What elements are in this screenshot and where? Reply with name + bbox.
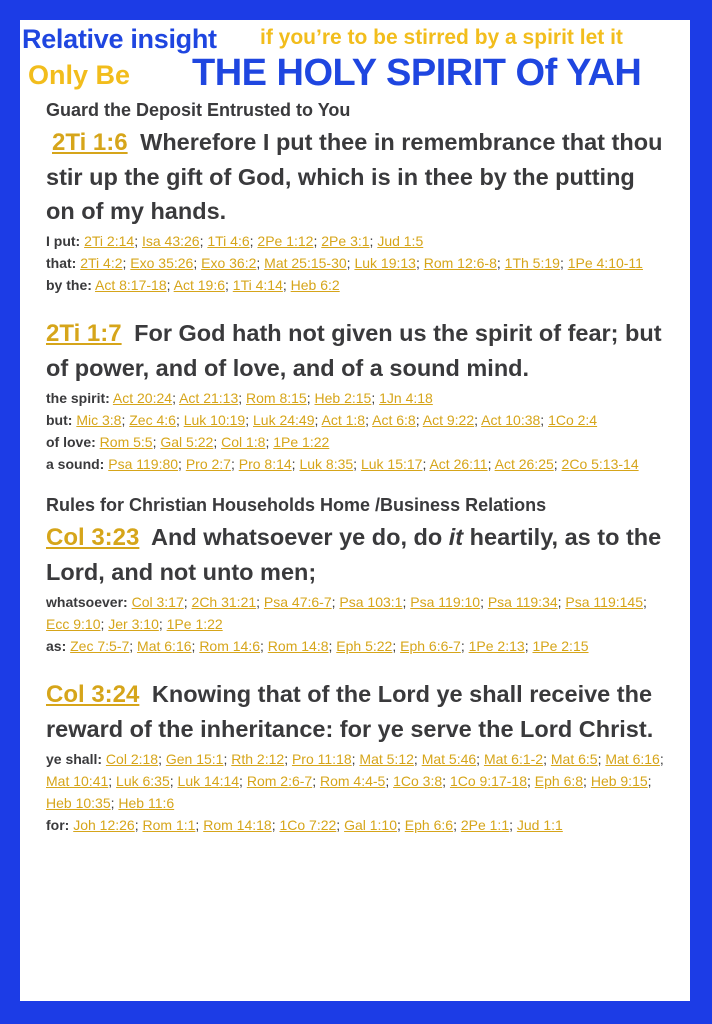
xref-link[interactable]: Act 26:25 <box>494 456 554 472</box>
xref-key: for: <box>46 817 70 833</box>
verse-col-3-24 <box>46 677 668 746</box>
xref-link[interactable]: Luk 6:35 <box>116 773 170 789</box>
xref-block <box>46 387 668 475</box>
xref-key: the spirit: <box>46 390 110 406</box>
xref-link[interactable]: 2Co 5:13-14 <box>561 456 639 472</box>
xref-link[interactable]: Col 1:8 <box>221 434 266 450</box>
xref-link[interactable]: Gal 5:22 <box>160 434 214 450</box>
section-households <box>46 495 668 836</box>
content-card <box>20 20 690 1001</box>
section-title: Guard the Deposit Entrusted to You <box>46 100 351 120</box>
xref-link[interactable]: 2Ti 2:14 <box>84 233 135 249</box>
xref-line: the spirit: Act 20:24; Act 21:13; Rom 8:15; Heb 2:15; 1Jn 4:18 <box>46 390 433 406</box>
verse-text: Knowing that of the Lord ye shall receive the reward of the inheritance: for ye serve the Lord Christ. <box>46 681 654 742</box>
xref-link[interactable]: Rom 4:4-5 <box>319 773 386 789</box>
xref-link[interactable]: Act 8:17-18 <box>95 277 167 293</box>
xref-line: as: Zec 7:5-7; Mat 6:16; Rom 14:6; Rom 14:8; Eph 5:22; Eph 6:6-7; 1Pe 2:13; 1Pe 2:15 <box>46 638 589 654</box>
verse-text: Wherefore I put thee in remembrance that thou stir up the gift of God, which is in thee by the putting on of my hands. <box>46 129 663 224</box>
xref-link[interactable]: Zec 7:5-7 <box>70 638 130 654</box>
header-only-be: Only Be <box>28 60 131 90</box>
xref-line: but: Mic 3:8; Zec 4:6; Luk 10:19; Luk 24:49; Act 1:8; Act 6:8; Act 9:22; Act 10:38; 1Co 2:4 <box>46 412 598 428</box>
xref-link[interactable]: Rom 14:6 <box>199 638 261 654</box>
xref-link[interactable]: Heb 6:2 <box>290 277 340 293</box>
xref-link[interactable]: Pro 2:7 <box>185 456 231 472</box>
xref-link[interactable]: 1Jn 4:18 <box>379 390 433 406</box>
xref-key: of love: <box>46 434 96 450</box>
verse-2ti-1-6 <box>46 125 668 228</box>
xref-link[interactable]: Heb 2:15 <box>314 390 372 406</box>
xref-line: that: 2Ti 4:2; Exo 35:26; Exo 36:2; Mat 25:15-30; Luk 19:13; Rom 12:6-8; 1Th 5:19; 1Pe 4:10-11 <box>46 255 643 271</box>
xref-link[interactable]: Luk 8:35 <box>299 456 354 472</box>
xref-block <box>46 748 668 836</box>
xref-link[interactable]: Mat 6:16 <box>137 638 192 654</box>
xref-link[interactable]: Act 9:22 <box>422 412 475 428</box>
xref-link[interactable]: Psa 103:1 <box>339 594 403 610</box>
verse-text: For God hath not given us the spirit of fear; but of power, and of love, and of a sound mind. <box>46 320 662 381</box>
xref-link[interactable]: Gen 15:1 <box>165 751 224 767</box>
xref-link[interactable]: Heb 11:6 <box>118 795 175 811</box>
xref-link[interactable]: Mic 3:8 <box>76 412 122 428</box>
verse-text-italic: it <box>448 524 464 550</box>
verse-ref-link[interactable]: 2Ti 1:6 <box>52 129 128 156</box>
xref-link[interactable]: Psa 119:80 <box>108 456 179 472</box>
xref-link[interactable]: Pro 11:18 <box>291 751 352 767</box>
header-relative-insight: Relative insight <box>22 24 217 54</box>
xref-link[interactable]: Jud 1:1 <box>516 817 563 833</box>
xref-link[interactable]: Mat 25:15-30 <box>264 255 347 271</box>
xref-link[interactable]: Mat 6:16 <box>605 751 660 767</box>
section-title: Rules for Christian Households Home /Business Relations <box>46 495 547 515</box>
xref-link[interactable]: Mat 6:5 <box>550 751 598 767</box>
xref-line: whatsoever: Col 3:17; 2Ch 31:21; Psa 47:6-7; Psa 103:1; Psa 119:10; Psa 119:34; Psa 119:145; Ecc 9:10; Jer 3:10; 1Pe 1:22 <box>46 594 647 632</box>
xref-key: a sound: <box>46 456 105 472</box>
xref-link[interactable]: Zec 4:6 <box>129 412 176 428</box>
xref-link[interactable]: 1Pe 4:10-11 <box>567 255 643 271</box>
xref-link[interactable]: 1Co 2:4 <box>548 412 598 428</box>
xref-link[interactable]: 1Ti 4:6 <box>207 233 250 249</box>
verse-ref-link[interactable]: Col 3:23 <box>46 524 140 551</box>
xref-link[interactable]: 2Pe 3:1 <box>321 233 370 249</box>
xref-link[interactable]: Psa 119:34 <box>487 594 558 610</box>
xref-link[interactable]: Eph 6:6 <box>404 817 454 833</box>
xref-link[interactable]: 1Co 9:17-18 <box>449 773 527 789</box>
xref-link[interactable]: Luk 19:13 <box>354 255 416 271</box>
xref-link[interactable]: Act 10:38 <box>481 412 541 428</box>
xref-link[interactable]: Heb 10:35 <box>46 795 111 811</box>
xref-link[interactable]: Rth 2:12 <box>231 751 285 767</box>
xref-line: for: Joh 12:26; Rom 1:1; Rom 14:18; 1Co 7:22; Gal 1:10; Eph 6:6; 2Pe 1:1; Jud 1:1 <box>46 817 563 833</box>
xref-link[interactable]: 1Co 3:8 <box>393 773 443 789</box>
xref-link[interactable]: Rom 14:18 <box>203 817 272 833</box>
xref-line: of love: Rom 5:5; Gal 5:22; Col 1:8; 1Pe 1:22 <box>46 434 330 450</box>
verse-text-b: heartily, as to the Lord, and not unto men; <box>46 524 662 585</box>
xref-link[interactable]: Exo 35:26 <box>130 255 194 271</box>
xref-line: ye shall: Col 2:18; Gen 15:1; Rth 2:12; Pro 11:18; Mat 5:12; Mat 5:46; Mat 6:1-2; Mat 6:5; Mat 6:16; Mat 10:41; Luk 6:35; Luk 14:14; Rom 2:6-7; Rom 4:4-5; 1Co 3:8; 1Co 9:17-18; Eph 6:8; Heb 9:15; Heb 10:35; Heb 11:6 <box>46 751 664 811</box>
xref-link[interactable]: 2Pe 1:1 <box>460 817 510 833</box>
xref-link[interactable]: Rom 12:6-8 <box>423 255 497 271</box>
xref-link[interactable]: Act 20:24 <box>112 390 173 406</box>
xref-link[interactable]: Isa 43:26 <box>141 233 200 249</box>
section-guard-deposit <box>46 100 668 475</box>
xref-block <box>46 591 668 657</box>
xref-key: that: <box>46 255 77 271</box>
xref-link[interactable]: Ecc 9:10 <box>46 616 101 632</box>
xref-link[interactable]: Rom 1:1 <box>142 817 196 833</box>
xref-link[interactable]: Col 2:18 <box>105 751 159 767</box>
xref-link[interactable]: Psa 119:10 <box>410 594 481 610</box>
xref-block <box>46 230 668 296</box>
xref-link[interactable]: Heb 9:15 <box>590 773 648 789</box>
xref-link[interactable]: 2Ti 4:2 <box>80 255 123 271</box>
verse-ref-link[interactable]: Col 3:24 <box>46 681 140 708</box>
xref-link[interactable]: Eph 6:8 <box>534 773 584 789</box>
xref-key: by the: <box>46 277 92 293</box>
xref-line: by the: Act 8:17-18; Act 19:6; 1Ti 4:14; Heb 6:2 <box>46 277 340 293</box>
xref-link[interactable]: Eph 6:6-7 <box>400 638 461 654</box>
verse-2ti-1-7 <box>46 316 668 385</box>
xref-link[interactable]: 1Co 7:22 <box>279 817 337 833</box>
xref-key: but: <box>46 412 73 428</box>
xref-link[interactable]: Gal 1:10 <box>344 817 398 833</box>
xref-link[interactable]: Act 26:11 <box>429 456 488 472</box>
xref-link[interactable]: 1Pe 2:15 <box>532 638 589 654</box>
xref-link[interactable]: Mat 5:46 <box>421 751 477 767</box>
xref-link[interactable]: Exo 36:2 <box>201 255 257 271</box>
xref-line: I put: 2Ti 2:14; Isa 43:26; 1Ti 4:6; 2Pe 1:12; 2Pe 3:1; Jud 1:5 <box>46 233 424 249</box>
xref-link[interactable]: Rom 5:5 <box>99 434 153 450</box>
xref-link[interactable]: Eph 5:22 <box>336 638 393 654</box>
xref-key: whatsoever: <box>46 594 128 610</box>
header-holy-spirit-of-yah: THE HOLY SPIRIT Of YAH <box>192 52 642 94</box>
xref-line: a sound: Psa 119:80; Pro 2:7; Pro 8:14; Luk 8:35; Luk 15:17; Act 26:11; Act 26:25; 2Co 5:13-14 <box>46 456 639 472</box>
xref-link[interactable]: Rom 2:6-7 <box>246 773 313 789</box>
verse-ref-link[interactable]: 2Ti 1:7 <box>46 320 122 347</box>
xref-link[interactable]: Jud 1:5 <box>377 233 424 249</box>
xref-link[interactable]: 1Th 5:19 <box>504 255 560 271</box>
xref-link[interactable]: Act 1:8 <box>321 412 366 428</box>
xref-link[interactable]: 1Ti 4:14 <box>232 277 283 293</box>
scripture-content <box>46 100 668 836</box>
xref-link[interactable]: Mat 10:41 <box>46 773 109 789</box>
xref-link[interactable]: 1Pe 1:22 <box>166 616 223 632</box>
xref-key: I put: <box>46 233 81 249</box>
xref-link[interactable]: Col 3:17 <box>131 594 184 610</box>
xref-link[interactable]: Luk 15:17 <box>360 456 423 472</box>
verse-text-a: And whatsoever ye do, do <box>151 524 449 550</box>
xref-link[interactable]: Luk 24:49 <box>253 412 315 428</box>
xref-link[interactable]: Mat 5:12 <box>359 751 414 767</box>
xref-key: ye shall: <box>46 751 103 767</box>
xref-link[interactable]: Joh 12:26 <box>73 817 135 833</box>
xref-link[interactable]: Luk 10:19 <box>183 412 246 428</box>
xref-link[interactable]: Psa 119:145 <box>565 594 644 610</box>
xref-link[interactable]: 2Ch 31:21 <box>191 594 257 610</box>
xref-link[interactable]: Psa 47:6-7 <box>263 594 332 610</box>
xref-link[interactable]: Pro 8:14 <box>238 456 292 472</box>
xref-link[interactable]: Rom 14:8 <box>267 638 329 654</box>
xref-link[interactable]: Mat 6:1-2 <box>483 751 544 767</box>
xref-link[interactable]: 1Pe 1:22 <box>273 434 330 450</box>
verse-col-3-23 <box>46 520 668 589</box>
xref-link[interactable]: Rom 8:15 <box>246 390 307 406</box>
xref-key: as: <box>46 638 67 654</box>
xref-link[interactable]: 1Pe 2:13 <box>468 638 525 654</box>
xref-link[interactable]: Luk 14:14 <box>177 773 240 789</box>
header-stirred-by-spirit: if you’re to be stirred by a spirit let it <box>260 26 623 49</box>
xref-link[interactable]: Jer 3:10 <box>108 616 159 632</box>
xref-link[interactable]: Act 19:6 <box>173 277 226 293</box>
xref-link[interactable]: Act 21:13 <box>179 390 239 406</box>
xref-link[interactable]: Act 6:8 <box>372 412 416 428</box>
xref-link[interactable]: 2Pe 1:12 <box>257 233 314 249</box>
